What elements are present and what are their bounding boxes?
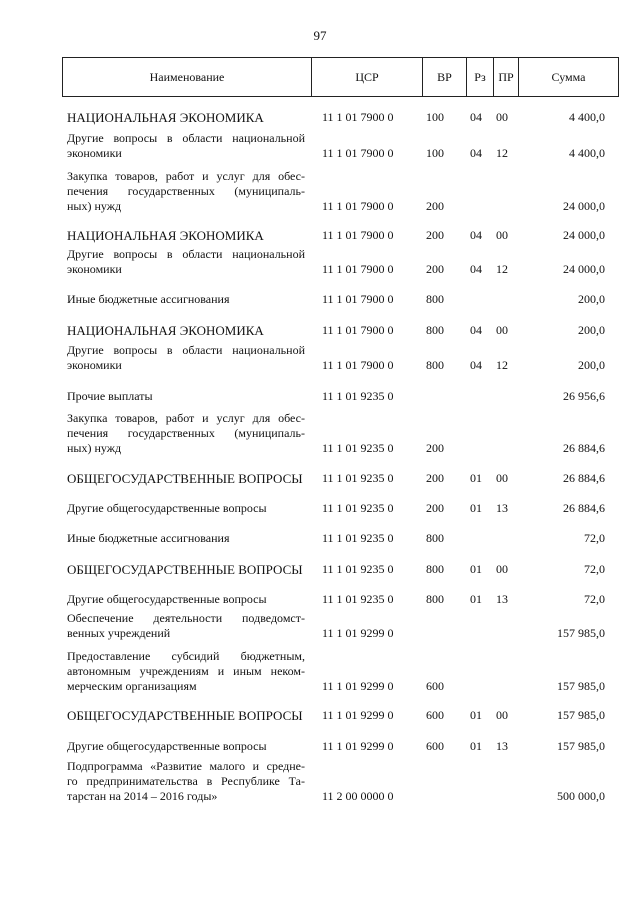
row-rz: 01 (470, 471, 482, 485)
row-name-line: ных) нужд (67, 199, 122, 213)
row-sum: 157 985,0 (557, 626, 605, 640)
row-vr: 200 (426, 228, 444, 242)
row-csr: 11 1 01 9235 0 (322, 389, 394, 403)
table-row (0, 131, 640, 161)
row-name (67, 562, 305, 577)
table-row (0, 169, 640, 214)
row-name-line: печения государственных (муниципаль- (67, 184, 305, 198)
row-vr: 100 (426, 146, 444, 160)
table-row (0, 562, 640, 577)
row-name (67, 343, 305, 373)
row-name-line: автономным учреждениям и иным неком- (67, 664, 305, 678)
row-vr: 800 (426, 531, 444, 545)
row-name-line: Другие общегосударственные вопросы (67, 739, 267, 753)
row-name (67, 471, 305, 486)
row-name-line: Обеспечение деятельности подведомст- (67, 611, 305, 625)
table-row (0, 389, 640, 404)
row-sum: 72,0 (584, 592, 605, 606)
row-sum: 157 985,0 (557, 739, 605, 753)
row-rz: 04 (470, 110, 482, 124)
row-name-line: венных учреждений (67, 626, 171, 640)
row-name-line: тарстан на 2014 – 2016 годы» (67, 789, 218, 803)
row-name-line: экономики (67, 358, 122, 372)
table-row (0, 228, 640, 243)
row-name (67, 247, 305, 277)
table-row (0, 501, 640, 516)
row-name-line: Закупка товаров, работ и услуг для обес- (67, 169, 305, 183)
row-vr: 800 (426, 562, 444, 576)
row-name-line: экономики (67, 146, 122, 160)
row-name-line: Другие вопросы в области национальной (67, 343, 305, 357)
row-rz: 01 (470, 501, 482, 515)
row-vr: 200 (426, 471, 444, 485)
header-csr: ЦСР (355, 70, 379, 84)
row-sum: 4 400,0 (569, 146, 605, 160)
row-name (67, 739, 305, 754)
row-rz: 04 (470, 262, 482, 276)
row-vr: 600 (426, 708, 444, 722)
row-name (67, 531, 305, 546)
table-row (0, 759, 640, 804)
row-pr: 13 (496, 739, 508, 753)
row-name-line: экономики (67, 262, 122, 276)
row-sum: 72,0 (584, 531, 605, 545)
row-name-line: го предпринимательства в Республике Та- (67, 774, 305, 788)
row-vr: 200 (426, 199, 444, 213)
row-sum: 200,0 (578, 358, 605, 372)
header-vr: ВР (437, 70, 452, 84)
row-pr: 12 (496, 358, 508, 372)
table-row (0, 649, 640, 694)
row-sum: 24 000,0 (563, 262, 605, 276)
row-csr: 11 1 01 7900 0 (322, 110, 394, 124)
row-vr: 800 (426, 592, 444, 606)
row-name-line: Предоставление субсидий бюджетным, (67, 649, 305, 663)
row-name-line: ОБЩЕГОСУДАРСТВЕННЫЕ ВОПРОСЫ (67, 708, 303, 723)
row-csr: 11 1 01 9299 0 (322, 739, 394, 753)
row-vr: 100 (426, 110, 444, 124)
row-sum: 26 956,6 (563, 389, 605, 403)
table-row (0, 247, 640, 277)
table-header (62, 57, 619, 97)
row-vr: 600 (426, 679, 444, 693)
row-name (67, 611, 305, 641)
row-pr: 12 (496, 146, 508, 160)
row-name-line: ных) нужд (67, 441, 122, 455)
row-name (67, 323, 305, 338)
row-name-line: НАЦИОНАЛЬНАЯ ЭКОНОМИКА (67, 110, 264, 125)
page-number: 97 (313, 28, 327, 43)
row-name-line: ОБЩЕГОСУДАРСТВЕННЫЕ ВОПРОСЫ (67, 562, 303, 577)
row-pr: 13 (496, 501, 508, 515)
row-pr: 00 (496, 110, 508, 124)
row-pr: 00 (496, 708, 508, 722)
table-row (0, 471, 640, 486)
row-pr: 12 (496, 262, 508, 276)
row-csr: 11 1 01 9299 0 (322, 626, 394, 640)
row-pr: 00 (496, 228, 508, 242)
row-name-line: Прочие выплаты (67, 389, 153, 403)
row-csr: 11 1 01 9235 0 (322, 471, 394, 485)
row-sum: 200,0 (578, 323, 605, 337)
row-name (67, 592, 305, 607)
row-sum: 4 400,0 (569, 110, 605, 124)
header-sum: Сумма (551, 70, 586, 84)
row-name-line: Другие вопросы в области национальной (67, 247, 305, 261)
table-row (0, 110, 640, 125)
row-name (67, 389, 305, 404)
row-name-line: мерческим организациям (67, 679, 197, 693)
row-sum: 26 884,6 (563, 441, 605, 455)
table-row (0, 343, 640, 373)
row-name-line: печения государственных (муниципаль- (67, 426, 305, 440)
row-csr: 11 1 01 7900 0 (322, 228, 394, 242)
table-row (0, 411, 640, 456)
row-name-line: Другие общегосударственные вопросы (67, 592, 267, 606)
row-name (67, 131, 305, 161)
row-name (67, 708, 305, 723)
row-name-line: Закупка товаров, работ и услуг для обес- (67, 411, 305, 425)
row-vr: 600 (426, 739, 444, 753)
row-rz: 01 (470, 739, 482, 753)
row-csr: 11 1 01 9299 0 (322, 708, 394, 722)
row-pr: 00 (496, 562, 508, 576)
header-pr: ПР (498, 70, 514, 84)
row-pr: 00 (496, 323, 508, 337)
row-csr: 11 1 01 9235 0 (322, 562, 394, 576)
table-row (0, 708, 640, 723)
row-sum: 24 000,0 (563, 199, 605, 213)
table-row (0, 592, 640, 607)
row-name (67, 169, 305, 214)
row-name (67, 228, 305, 243)
row-name (67, 759, 305, 804)
row-rz: 01 (470, 708, 482, 722)
row-csr: 11 1 01 9299 0 (322, 679, 394, 693)
row-name-line: НАЦИОНАЛЬНАЯ ЭКОНОМИКА (67, 228, 264, 243)
row-vr: 200 (426, 262, 444, 276)
row-sum: 26 884,6 (563, 501, 605, 515)
table-row (0, 739, 640, 754)
row-vr: 800 (426, 323, 444, 337)
row-rz: 04 (470, 146, 482, 160)
row-rz: 04 (470, 358, 482, 372)
row-name (67, 292, 305, 307)
row-csr: 11 2 00 0000 0 (322, 789, 394, 803)
row-rz: 01 (470, 562, 482, 576)
row-name (67, 110, 305, 125)
row-vr: 800 (426, 358, 444, 372)
row-vr: 200 (426, 501, 444, 515)
row-vr: 800 (426, 292, 444, 306)
row-sum: 24 000,0 (563, 228, 605, 242)
row-csr: 11 1 01 7900 0 (322, 323, 394, 337)
table-row (0, 611, 640, 641)
row-sum: 157 985,0 (557, 679, 605, 693)
row-rz: 01 (470, 592, 482, 606)
row-sum: 200,0 (578, 292, 605, 306)
row-name-line: Подпрограмма «Развитие малого и средне- (67, 759, 305, 773)
row-name-line: Иные бюджетные ассигнования (67, 292, 230, 306)
row-pr: 00 (496, 471, 508, 485)
row-csr: 11 1 01 7900 0 (322, 358, 394, 372)
header-rz: Рз (474, 70, 486, 84)
row-name-line: Другие вопросы в области национальной (67, 131, 305, 145)
row-csr: 11 1 01 9235 0 (322, 501, 394, 515)
row-rz: 04 (470, 228, 482, 242)
row-sum: 157 985,0 (557, 708, 605, 722)
row-csr: 11 1 01 9235 0 (322, 441, 394, 455)
table-row (0, 531, 640, 546)
table-row (0, 323, 640, 338)
header-name: Наименование (149, 70, 225, 84)
row-csr: 11 1 01 7900 0 (322, 146, 394, 160)
row-sum: 500 000,0 (557, 789, 605, 803)
row-name-line: Другие общегосударственные вопросы (67, 501, 267, 515)
row-name (67, 501, 305, 516)
row-name-line: Иные бюджетные ассигнования (67, 531, 230, 545)
table-row (0, 292, 640, 307)
row-csr: 11 1 01 7900 0 (322, 199, 394, 213)
row-name (67, 411, 305, 456)
row-pr: 13 (496, 592, 508, 606)
row-csr: 11 1 01 9235 0 (322, 531, 394, 545)
row-csr: 11 1 01 7900 0 (322, 292, 394, 306)
row-sum: 72,0 (584, 562, 605, 576)
row-sum: 26 884,6 (563, 471, 605, 485)
row-vr: 200 (426, 441, 444, 455)
row-name-line: ОБЩЕГОСУДАРСТВЕННЫЕ ВОПРОСЫ (67, 471, 303, 486)
row-csr: 11 1 01 9235 0 (322, 592, 394, 606)
row-rz: 04 (470, 323, 482, 337)
row-name (67, 649, 305, 694)
row-csr: 11 1 01 7900 0 (322, 262, 394, 276)
row-name-line: НАЦИОНАЛЬНАЯ ЭКОНОМИКА (67, 323, 264, 338)
